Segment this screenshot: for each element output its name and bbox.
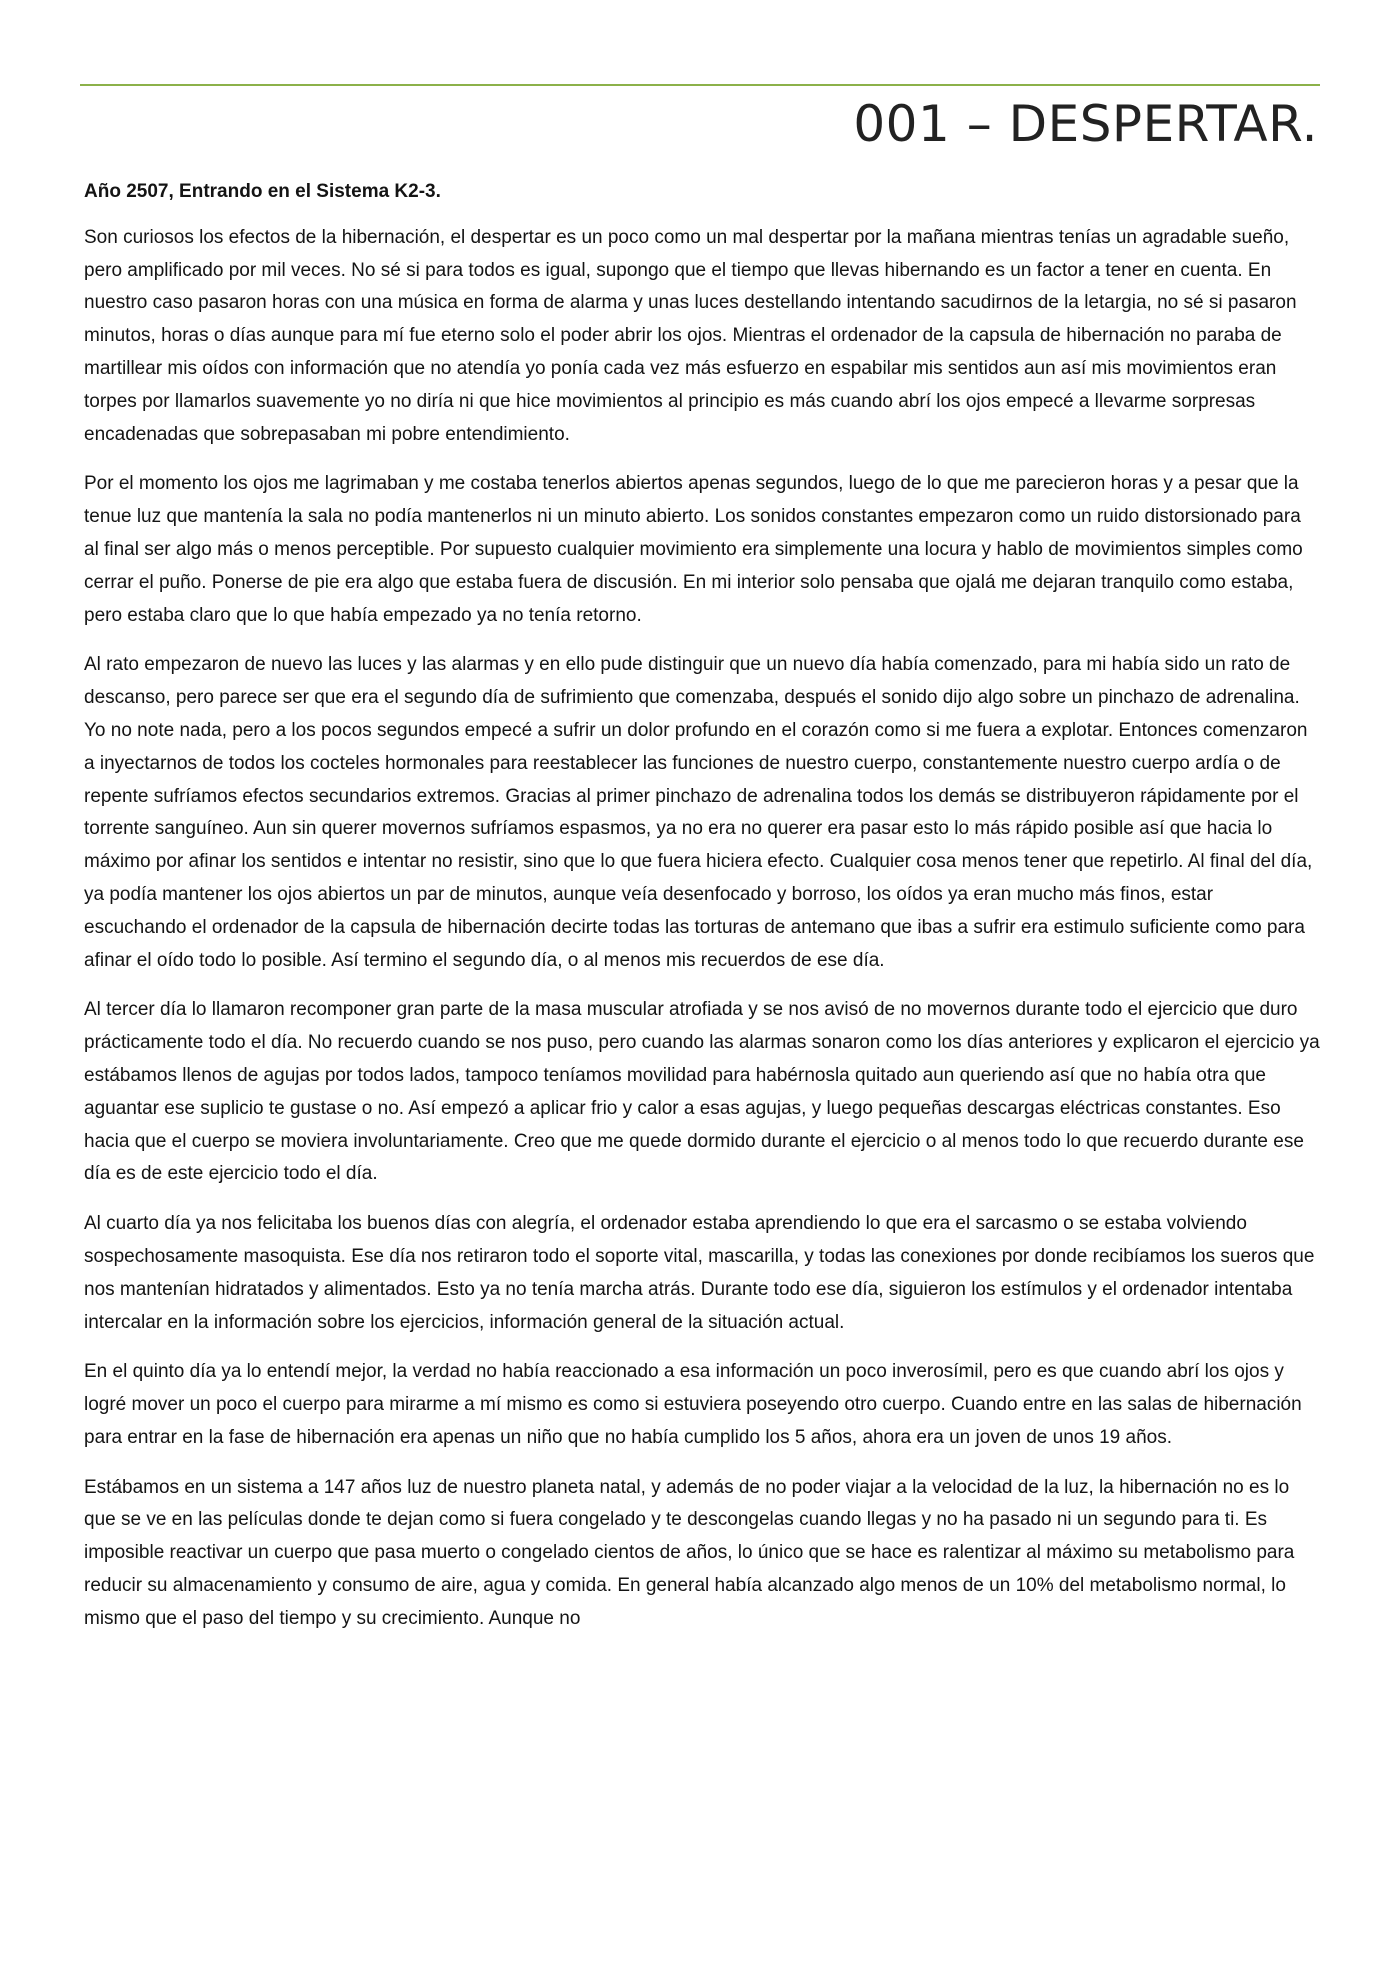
- paragraph-5: Al cuarto día ya nos felicitaba los buenos días con alegría, el ordenador estaba aprendiendo lo que era el sarcasmo o se estaba volviendo sospechosamente masoquista. Ese día nos retiraron todo el soporte vital, mascarilla, y todas las conexiones por donde recibíamos los sueros que nos mantenían hidratados y alimentados. Esto ya no tenía marcha atrás. Durante todo ese día, siguieron los estímulos y el ordenador intentaba intercalar en la información sobre los ejercicios, información general de la situación actual.: [84, 1213, 1315, 1333]
- paragraph-3: Al rato empezaron de nuevo las luces y las alarmas y en ello pude distinguir que un nuevo día había comenzado, para mi había sido un rato de descanso, pero parece ser que era el segundo día de sufrimiento que comenzaba, después el sonido dijo algo sobre un pinchazo de adrenalina. Yo no note nada, pero a los pocos segundos empecé a sufrir un dolor profundo en el corazón como si me fuera a explotar. Entonces comenzaron a inyectarnos de todos los cocteles hormonales para reestablecer las funciones de nuestro cuerpo, constantemente nuestro cuerpo ardía o de repente sufríamos efectos secundarios extremos. Gracias al primer pinchazo de adrenalina todos los demás se distribuyeron rápidamente por el torrente sanguíneo. Aun sin querer movernos sufríamos espasmos, ya no era no querer era pasar esto lo más rápido posible así que hacia lo máximo por afinar los sentidos e intentar no resistir, sino que lo que fuera hiciera efecto. Cualquier cosa menos tener que repetirlo. Al final del día, ya podía mantener los ojos abiertos un par de minutos, aunque veía desenfocado y borroso, los oídos ya eran mucho más finos, estar escuchando el ordenador de la capsula de hibernación decirte todas las torturas de antemano que ibas a sufrir era estimulo suficiente como para afinar el oído todo lo posible. Así termino el segundo día, o al menos mis recuerdos de ese día.: [84, 654, 1313, 971]
- paragraph-4: Al tercer día lo llamaron recomponer gran parte de la masa muscular atrofiada y se nos avisó de no movernos durante todo el ejercicio que duro prácticamente todo el día. No recuerdo cuando se nos puso, pero cuando las alarmas sonaron como los días anteriores y explicaron el ejercicio ya estábamos llenos de agujas por todos lados, tampoco teníamos movilidad para habérnosla quitado aun queriendo así que no había otra que aguantar ese suplicio te gustase o no. Así empezó a aplicar frio y calor a esas agujas, y luego pequeñas descargas eléctricas constantes. Eso hacia que el cuerpo se moviera involuntariamente. Creo que me quede dormido durante el ejercicio o al menos todo lo que recuerdo durante ese día es de este ejercicio todo el día.: [84, 999, 1320, 1185]
- document-body: [84, 176, 1320, 1653]
- paragraph-7: Estábamos en un sistema a 147 años luz de nuestro planeta natal, y además de no poder viajar a la velocidad de la luz, la hibernación no es lo que se ve en las películas donde te dejan como si fuera congelado y te descongelas cuando llegas y no ha pasado ni un segundo para ti. Es imposible reactivar un cuerpo que pasa muerto o congelado cientos de años, lo único que se hace es ralentizar al máximo su metabolismo para reducir su almacenamiento y consumo de aire, agua y comida. En general había alcanzado algo menos de un 10% del metabolismo normal, lo mismo que el paso del tiempo y su crecimiento. Aunque no: [84, 1476, 1295, 1629]
- paragraph-6: En el quinto día ya lo entendí mejor, la verdad no había reaccionado a esa información un poco inverosímil, pero es que cuando abrí los ojos y logré mover un poco el cuerpo para mirarme a mí mismo es como si estuviera poseyendo otro cuerpo. Cuando entre en las salas de hibernación para entrar en la fase de hibernación era apenas un niño que no había cumplido los 5 años, ahora era un joven de unos 19 años.: [84, 1361, 1302, 1448]
- section-subheading: Año 2507, Entrando en el Sistema K2-3.: [84, 181, 441, 202]
- paragraph-2: Por el momento los ojos me lagrimaban y me costaba tenerlos abiertos apenas segundos, luego de lo que me parecieron horas y a pesar que la tenue luz que mantenía la sala no podía mantenerlos ni un minuto abierto. Los sonidos constantes empezaron como un ruido distorsionado para al final ser algo más o menos perceptible. Por supuesto cualquier movimiento era simplemente una locura y hablo de movimientos simples como cerrar el puño. Ponerse de pie era algo que estaba fuera de discusión. En mi interior solo pensaba que ojalá me dejaran tranquilo como estaba, pero estaba claro que lo que había empezado ya no tenía retorno.: [84, 473, 1303, 626]
- chapter-title: 001 – DESPERTAR.: [853, 95, 1318, 153]
- paragraph-1: Son curiosos los efectos de la hibernación, el despertar es un poco como un mal despertar por la mañana mientras tenías un agradable sueño, pero amplificado por mil veces. No sé si para todos es igual, supongo que el tiempo que llevas hibernando es un factor a tener en cuenta. En nuestro caso pasaron horas con una música en forma de alarma y unas luces destellando intentando sacudirnos de la letargia, no sé si pasaron minutos, horas o días aunque para mí fue eterno solo el poder abrir los ojos. Mientras el ordenador de la capsula de hibernación no paraba de martillear mis oídos con información que no atendía yo ponía cada vez más esfuerzo en espabilar mis sentidos aun así mis movimientos eran torpes por llamarlos suavemente yo no diría ni que hice movimientos al principio es más cuando abrí los ojos empecé a llevarme sorpresas encadenadas que sobrepasaban mi pobre entendimiento.: [84, 226, 1297, 445]
- header-rule: [80, 84, 1320, 86]
